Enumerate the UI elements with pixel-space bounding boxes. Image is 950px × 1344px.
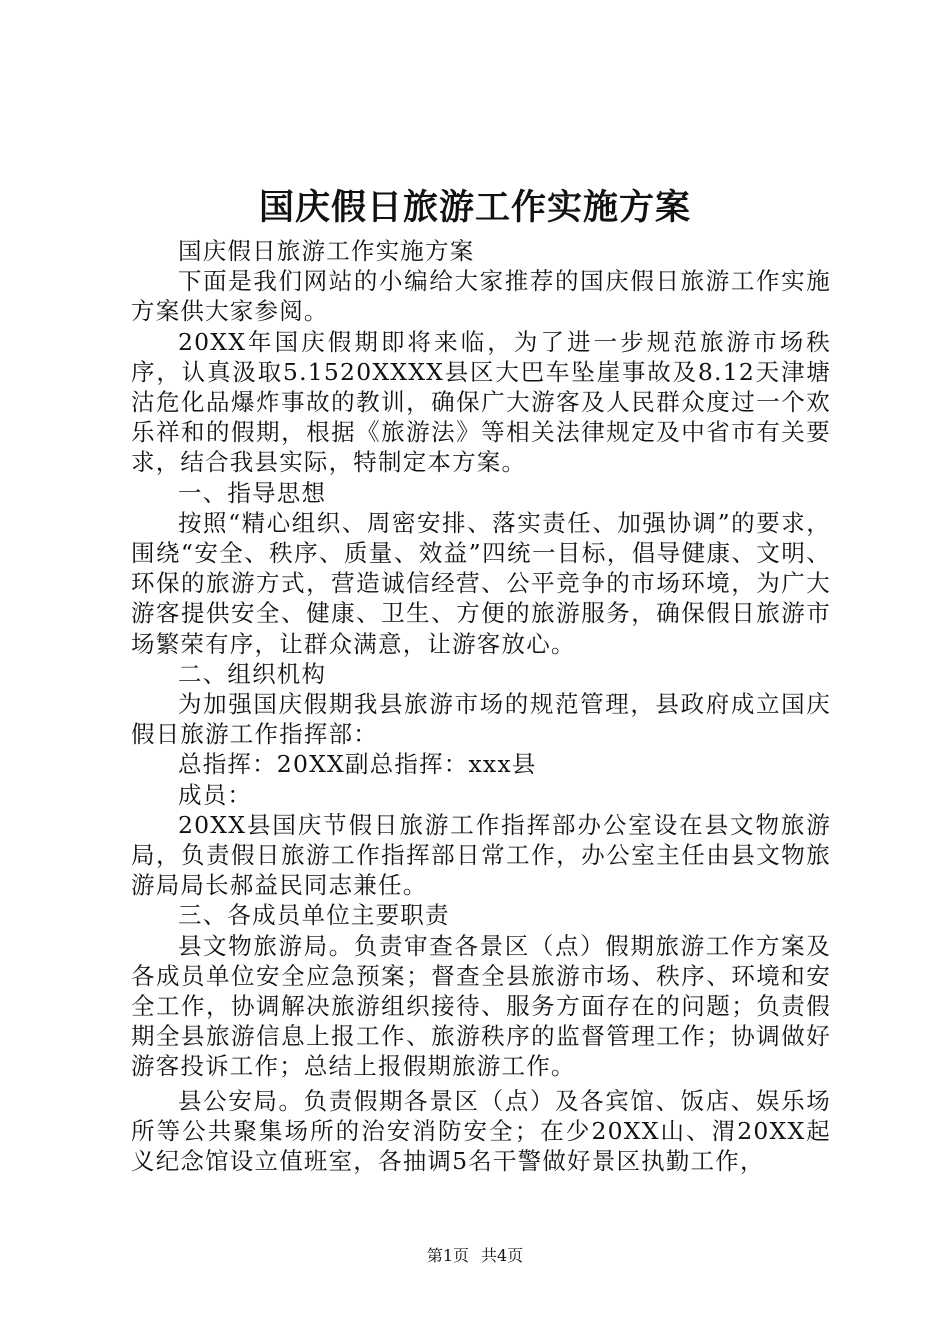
page-footer <box>0 1246 950 1266</box>
document-title: 国庆假日旅游工作实施方案 <box>258 187 691 228</box>
document-body <box>131 236 831 1176</box>
paragraph-organization: 为加强国庆假期我县旅游市场的规范管理，县政府成立国庆假日旅游工作指挥部： <box>131 690 831 749</box>
paragraph-office: 20XX县国庆节假日旅游工作指挥部办公室设在县文物旅游局，负责假日旅游工作指挥部日常工作，办公室主任由县文物旅游局局长郝益民同志兼任。 <box>131 810 831 900</box>
paragraph-intro: 下面是我们网站的小编给大家推荐的国庆假日旅游工作实施方案供大家参阅。 <box>131 267 831 326</box>
paragraph-members: 成员： <box>178 780 253 809</box>
paragraph-public-security: 县公安局。负责假期各景区（点）及各宾馆、饭店、娱乐场所等公共聚集场所的治安消防安全；在少20XX山、渭20XX起义纪念馆设立值班室，各抽调5名干警做好景区执勤工作， <box>131 1086 831 1176</box>
paragraph-subtitle: 国庆假日旅游工作实施方案 <box>178 237 475 265</box>
section-heading-responsibilities: 三、各成员单位主要职责 <box>178 901 450 930</box>
page-total: 共4页 <box>481 1246 524 1265</box>
page-number: 第1页 <box>426 1246 469 1265</box>
paragraph-guiding-thought: 按照“精心组织、周密安排、落实责任、加强协调”的要求，围绕“安全、秩序、质量、效益”四统一目标，倡导健康、文明、环保的旅游方式，营造诚信经营、公平竞争的市场环境，为广大游客提供安全、健康、卫生、方便的旅游服务，确保假日旅游市场繁荣有序，让群众满意，让游客放心。 <box>131 508 831 658</box>
section-heading-organization: 二、组织机构 <box>178 659 327 688</box>
paragraph-background: 20XX年国庆假期即将来临，为了进一步规范旅游市场秩序，认真汲取5.1520XXXX县区大巴车坠崖事故及8.12天津塘沽危化品爆炸事故的教训，确保广大游客及人民群众度过一个欢乐祥和的假期，根据《旅游法》等相关法律规定及中省市有关要求，结合我县实际，特制定本方案。 <box>131 327 831 477</box>
paragraph-tourism-bureau: 县文物旅游局。负责审查各景区（点）假期旅游工作方案及各成员单位安全应急预案；督查全县旅游市场、秩序、环境和安全工作，协调解决旅游组织接待、服务方面存在的问题；负责假期全县旅游信息上报工作、旅游秩序的监督管理工作；协调做好游客投诉工作；总结上报假期旅游工作。 <box>131 931 831 1081</box>
paragraph-commander: 总指挥：20XX副总指挥：xxx县 <box>178 750 537 779</box>
section-heading-guiding-thought: 一、指导思想 <box>178 478 327 507</box>
